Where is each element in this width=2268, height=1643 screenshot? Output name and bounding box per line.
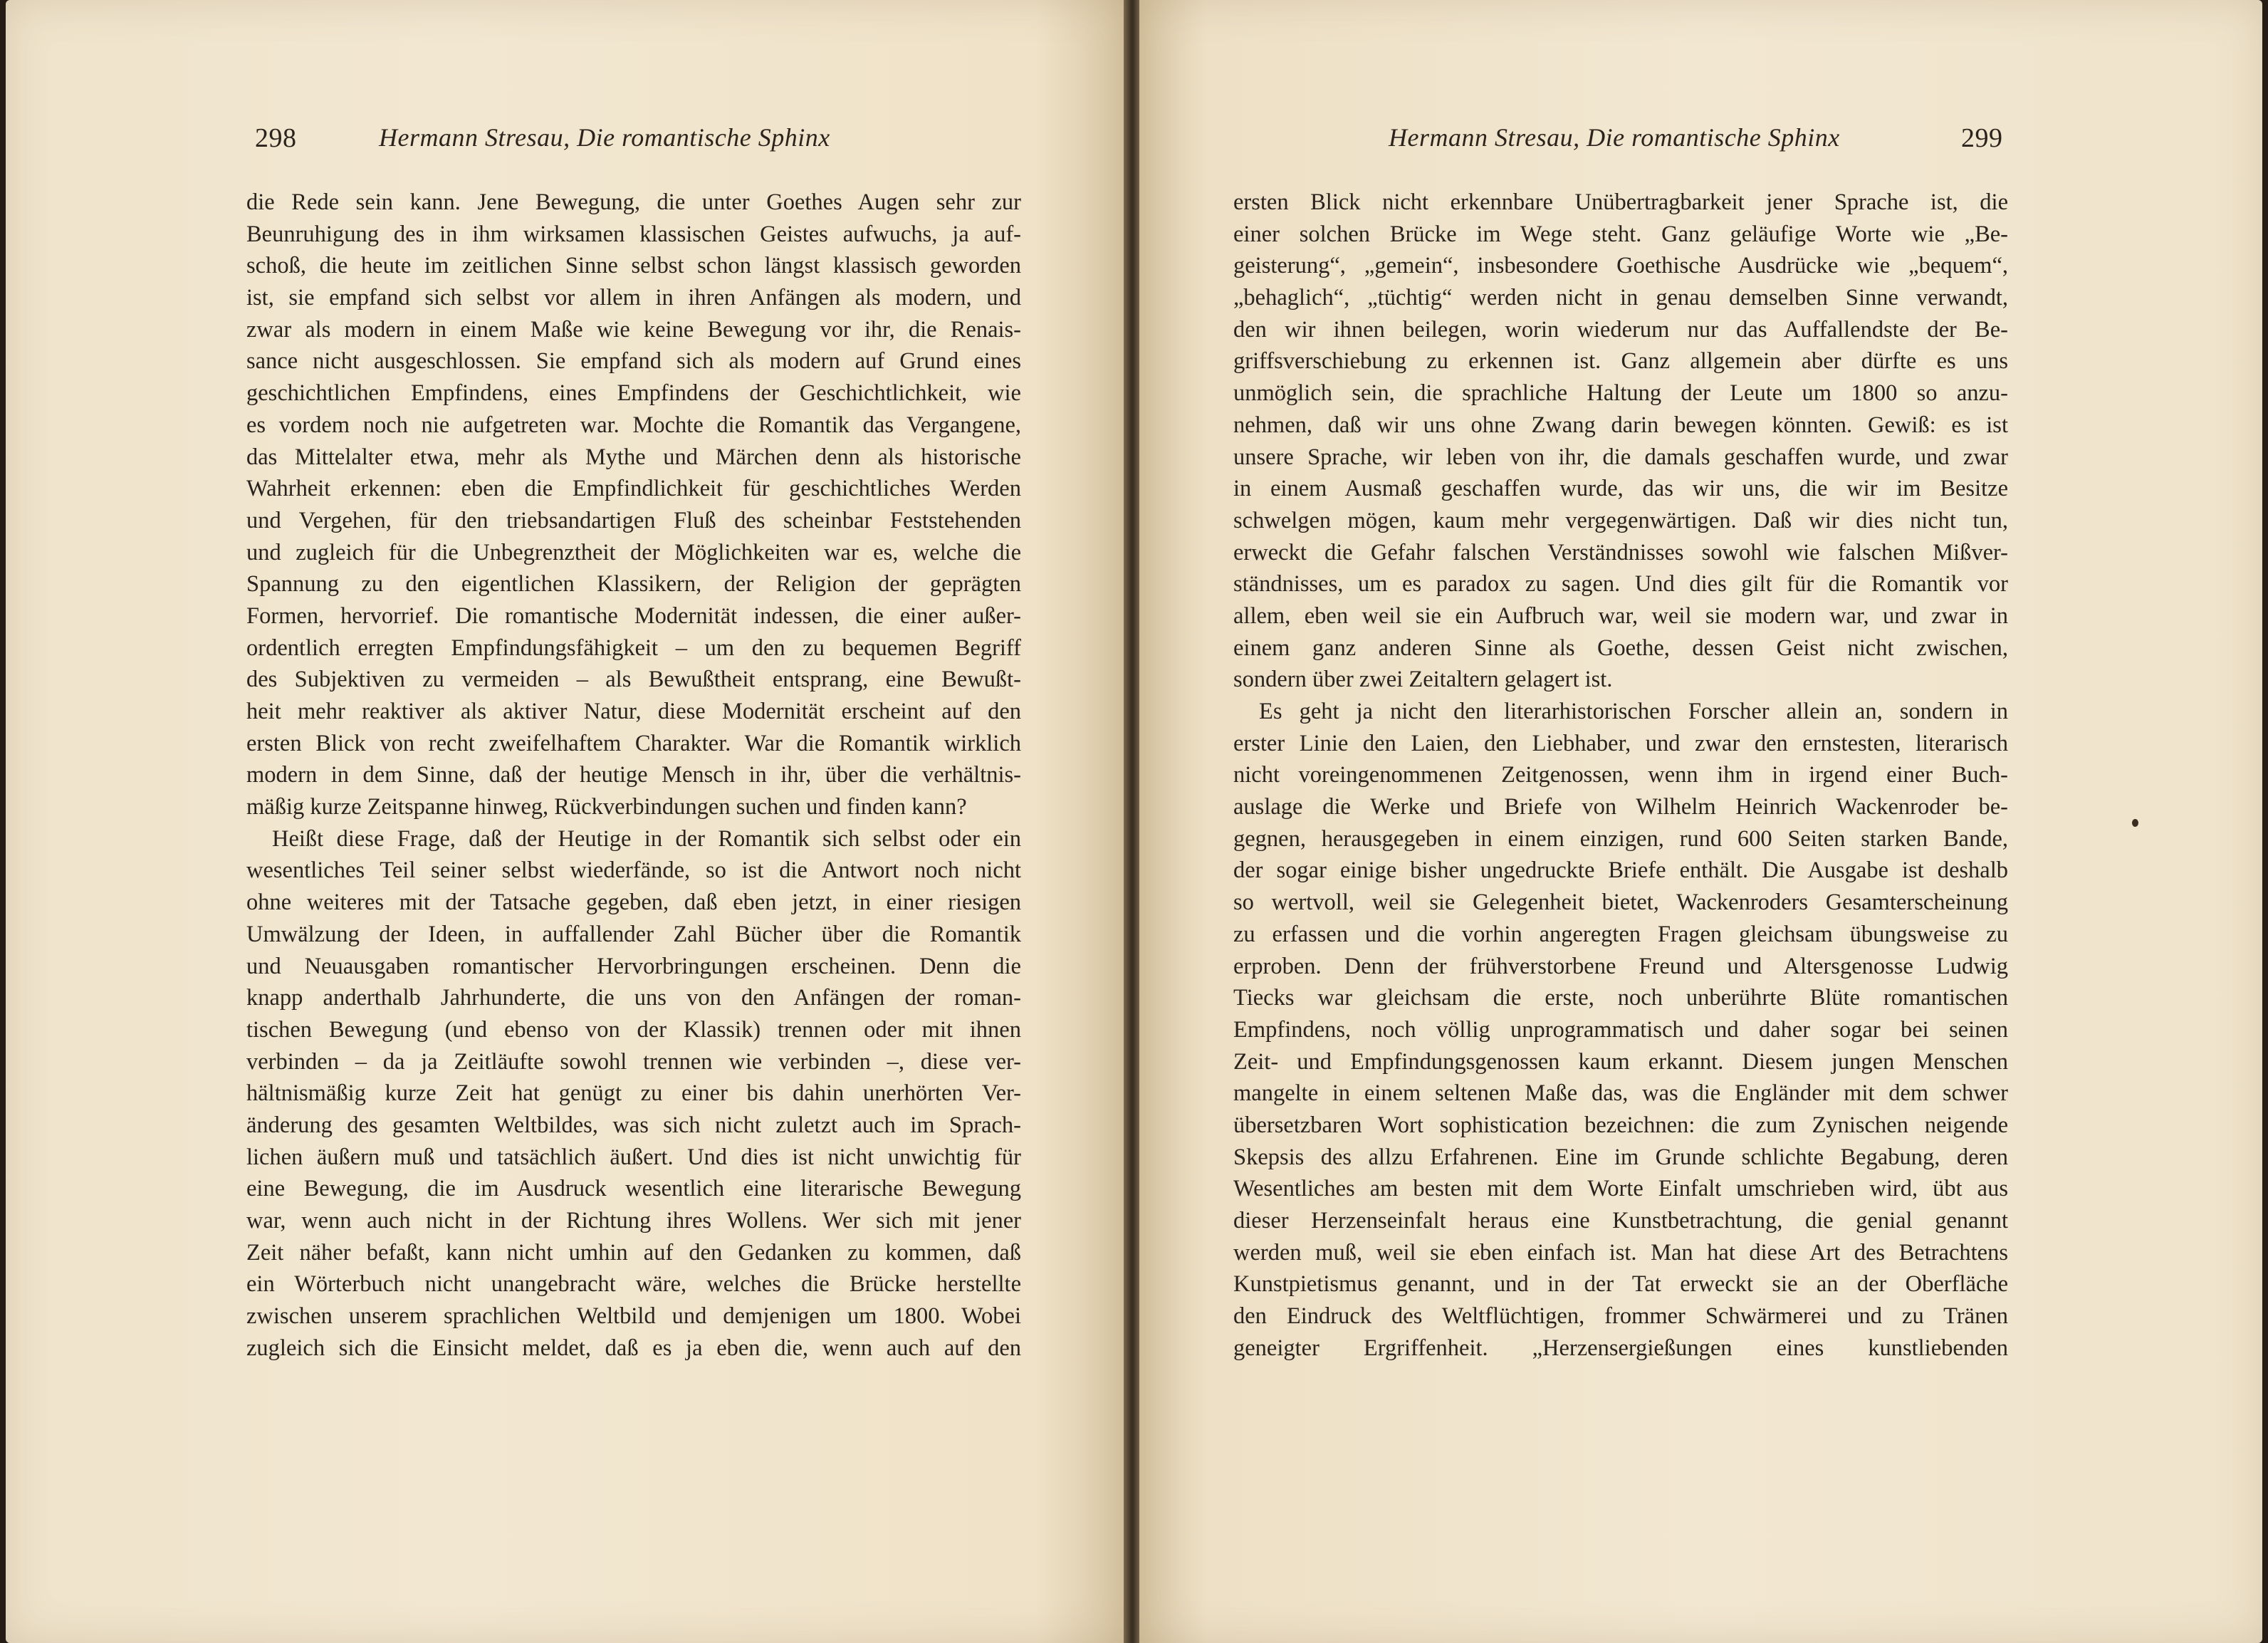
text-line: Skepsis des allzu Erfahrenen. Eine im Grunde schlichte Begabung, deren [1233, 1144, 2008, 1170]
text-line: schwelgen mögen, kaum mehr vergegenwärtigen. Daß wir dies nicht tun, [1233, 507, 2008, 533]
text-line: so wertvoll, weil sie Gelegenheit bietet, Wackenroders Gesamterscheinung [1233, 890, 2008, 916]
book-gutter [1124, 0, 1141, 1643]
text-line: änderung des gesamten Weltbildes, was sich nicht zuletzt auch im Sprach- [246, 1112, 1021, 1138]
text-line: geneigter Ergriffenheit. „Herzensergießungen eines kunstliebenden [1233, 1335, 2008, 1361]
text-line: geschichtlichen Empfindens, eines Empfindens der Geschichtlichkeit, wie [246, 380, 1021, 407]
text-line: hältnismäßig kurze Zeit hat genügt zu einer bis dahin unerhörten Ver- [246, 1080, 1021, 1107]
text-line: mangelte in einem seltenen Maße das, was die Engländer mit dem schwer [1233, 1080, 2008, 1107]
text-line: geisterung“, „gemein“, insbesondere Goethische Ausdrücke wie „bequem“, [1233, 253, 2008, 279]
text-line: ohne weiteres mit der Tatsache gegeben, daß eben jetzt, in einer riesigen [246, 890, 1021, 916]
text-line: einer solchen Brücke im Wege steht. Ganz geläufige Worte wie „Be- [1233, 221, 2008, 247]
text-line: Beunruhigung des in ihm wirksamen klassischen Geistes aufwuchs, ja auf- [246, 221, 1021, 247]
text-line: „behaglich“, „tüchtig“ werden nicht in genau demselben Sinne verwandt, [1233, 285, 2008, 311]
text-line: auslage die Werke und Briefe von Wilhelm Heinrich Wackenroder be- [1233, 794, 2008, 820]
text-line: sance nicht ausgeschlossen. Sie empfand sich als modern auf Grund eines [246, 348, 1021, 375]
text-line: ein Wörterbuch nicht unangebracht wäre, welches die Brücke herstellte [246, 1271, 1021, 1298]
left-page [6, 0, 1125, 1643]
text-line: ersten Blick nicht erkennbare Unübertragbarkeit jener Sprache ist, die [1233, 189, 2008, 215]
text-line: den wir ihnen beilegen, worin wiederum nur das Auffallendste der Be- [1233, 316, 2008, 343]
text-line: einem ganz anderen Sinne als Goethe, dessen Geist nicht zwischen, [1233, 635, 2008, 661]
text-line: den Eindruck des Weltflüchtigen, frommer Schwärmerei und zu Tränen [1233, 1303, 2008, 1330]
ink-speck [2132, 819, 2138, 827]
text-line: unmöglich sein, die sprachliche Haltung der Leute um 1800 so anzu- [1233, 380, 2008, 407]
text-line: dieser Herzenseinfalt heraus eine Kunstbetrachtung, die genial genannt [1233, 1208, 2008, 1233]
right-running-head [1233, 122, 2008, 158]
text-line: Heißt diese Frage, daß der Heutige in der Romantik sich selbst oder ein [272, 825, 1021, 852]
text-line: Tiecks war gleichsam die erste, noch unberührte Blüte romantischen [1233, 985, 2008, 1011]
text-line: nicht voreingenommenen Zeitgenossen, wenn ihm in irgend einer Buch- [1233, 762, 2008, 788]
text-line: ist, sie empfand sich selbst vor allem in ihren Anfängen als modern, und [246, 285, 1021, 311]
text-line: Kunstpietismus genannt, und in der Tat erweckt sie an der Oberfläche [1233, 1271, 2008, 1298]
text-line: Umwälzung der Ideen, in auffallender Zahl Bücher über die Romantik [246, 921, 1021, 947]
text-line: erproben. Denn der frühverstorbene Freund und Altersgenosse Ludwig [1233, 953, 2008, 979]
text-line: verbinden – da ja Zeitläufte sowohl trennen wie verbinden –, diese ver- [246, 1048, 1021, 1075]
text-line: eine Bewegung, die im Ausdruck wesentlich eine literarische Bewegung [246, 1176, 1021, 1202]
text-line: übersetzbaren Wort sophistication bezeichnen: die zum Zynischen neigende [1233, 1112, 2008, 1138]
right-page [1139, 0, 2262, 1643]
text-line: Zeit- und Empfindungsgenossen kaum erkannt. Diesem jungen Menschen [1233, 1048, 2008, 1075]
text-line: schoß, die heute im zeitlichen Sinne selbst schon längst klassisch geworden [246, 253, 1021, 279]
text-line: allem, eben weil sie ein Aufbruch war, weil sie modern war, und zwar in [1233, 603, 2008, 629]
text-line: Wesentliches am besten mit dem Worte Einfalt umschrieben wird, übt aus [1233, 1176, 2008, 1202]
text-line: ordentlich erregten Empfindungsfähigkeit – um den zu bequemen Begriff [246, 635, 1021, 661]
text-line: lichen äußern muß und tatsächlich äußert. Und dies ist nicht unwichtig für [246, 1144, 1021, 1170]
text-line: sondern über zwei Zeitaltern gelagert ist. [1233, 667, 1613, 693]
text-line: Empfindens, noch völlig unprogrammatisch und daher sogar bei seinen [1233, 1016, 2008, 1043]
text-line: das Mittelalter etwa, mehr als Mythe und Märchen denn als historische [246, 444, 1021, 470]
text-line: erster Linie den Laien, den Liebhaber, und zwar den ernstesten, literarisch [1233, 730, 2008, 756]
text-line: ständnisses, um es paradox zu sagen. Und dies gilt für die Romantik vor [1233, 571, 2008, 598]
text-line: heit mehr reaktiver als aktiver Natur, diese Modernität erscheint auf den [246, 699, 1021, 724]
text-line: erweckt die Gefahr falschen Verständnisses sowohl wie falschen Mißver- [1233, 539, 2008, 565]
text-line: und Neuausgaben romantischer Hervorbringungen erscheinen. Denn die [246, 953, 1021, 979]
text-line: ersten Blick von recht zweifelhaftem Charakter. War die Romantik wirklich [246, 730, 1021, 756]
text-line: Es geht ja nicht den literarhistorischen Forscher allein an, sondern in [1259, 699, 2008, 724]
text-line: war, wenn auch nicht in der Richtung ihres Wollens. Wer sich mit jener [246, 1208, 1021, 1233]
text-line: Wahrheit erkennen: eben die Empfindlichkeit für geschichtliches Werden [246, 476, 1021, 502]
text-line: zwischen unserem sprachlichen Weltbild und demjenigen um 1800. Wobei [246, 1303, 1021, 1330]
text-line: griffsverschiebung zu erkennen ist. Ganz allgemein aber dürfte es uns [1233, 348, 2008, 375]
text-line: Formen, hervorrief. Die romantische Modernität indessen, die einer außer- [246, 603, 1021, 629]
left-page-number: 298 [255, 123, 297, 153]
text-line: zu erfassen und die vorhin angeregten Fragen gleichsam übungsweise zu [1233, 921, 2008, 947]
text-line: werden muß, weil sie eben einfach ist. Man hat diese Art des Betrachtens [1233, 1239, 2008, 1266]
text-line: wesentliches Teil seiner selbst wiederfände, so ist die Antwort noch nicht [246, 857, 1021, 884]
text-line: zugleich sich die Einsicht meldet, daß es ja eben die, wenn auch auf den [246, 1335, 1021, 1361]
text-line: die Rede sein kann. Jene Bewegung, die unter Goethes Augen sehr zur [246, 189, 1021, 215]
text-line: modern in dem Sinne, daß der heutige Mensch in ihr, über die verhältnis- [246, 762, 1021, 788]
text-line: und zugleich für die Unbegrenztheit der Möglichkeiten war es, welche die [246, 539, 1021, 565]
text-line: unsere Sprache, wir leben von ihr, die damals geschaffen wurde, und zwar [1233, 444, 2008, 470]
text-line: knapp anderthalb Jahrhunderte, die uns von den Anfängen der roman- [246, 985, 1021, 1011]
text-line: in einem Ausmaß geschaffen wurde, das wir uns, die wir im Besitze [1233, 476, 2008, 502]
text-line: Zeit näher befaßt, kann nicht umhin auf den Gedanken zu kommen, daß [246, 1239, 1021, 1266]
text-line: zwar als modern in einem Maße wie keine Bewegung vor ihr, die Renais- [246, 316, 1021, 343]
right-running-title: Hermann Stresau, Die romantische Sphinx [1389, 123, 1840, 152]
left-body-text [246, 187, 1021, 1364]
text-line: des Subjektiven zu vermeiden – als Bewußtheit entsprang, eine Bewußt- [246, 667, 1021, 693]
text-line: es vordem noch nie aufgetreten war. Mochte die Romantik das Vergangene, [246, 412, 1021, 438]
text-line: der sogar einige bisher ungedruckte Briefe enthält. Die Ausgabe ist deshalb [1233, 857, 2008, 884]
left-running-head [246, 122, 1021, 158]
text-line: gegnen, herausgegeben in einem einzigen, rund 600 Seiten starken Bande, [1233, 825, 2008, 852]
right-body-text [1233, 187, 2008, 1364]
left-running-title: Hermann Stresau, Die romantische Sphinx [379, 123, 830, 152]
text-line: nehmen, daß wir uns ohne Zwang darin bewegen könnten. Gewiß: es ist [1233, 412, 2008, 438]
text-line: Spannung zu den eigentlichen Klassikern, der Religion der geprägten [246, 571, 1021, 598]
right-page-number: 299 [1961, 123, 2003, 153]
text-line: tischen Bewegung (und ebenso von der Klassik) trennen oder mit ihnen [246, 1016, 1021, 1043]
text-line: mäßig kurze Zeitspanne hinweg, Rückverbindungen suchen und finden kann? [246, 794, 967, 820]
text-line: und Vergehen, für den triebsandartigen Fluß des scheinbar Feststehenden [246, 507, 1021, 533]
